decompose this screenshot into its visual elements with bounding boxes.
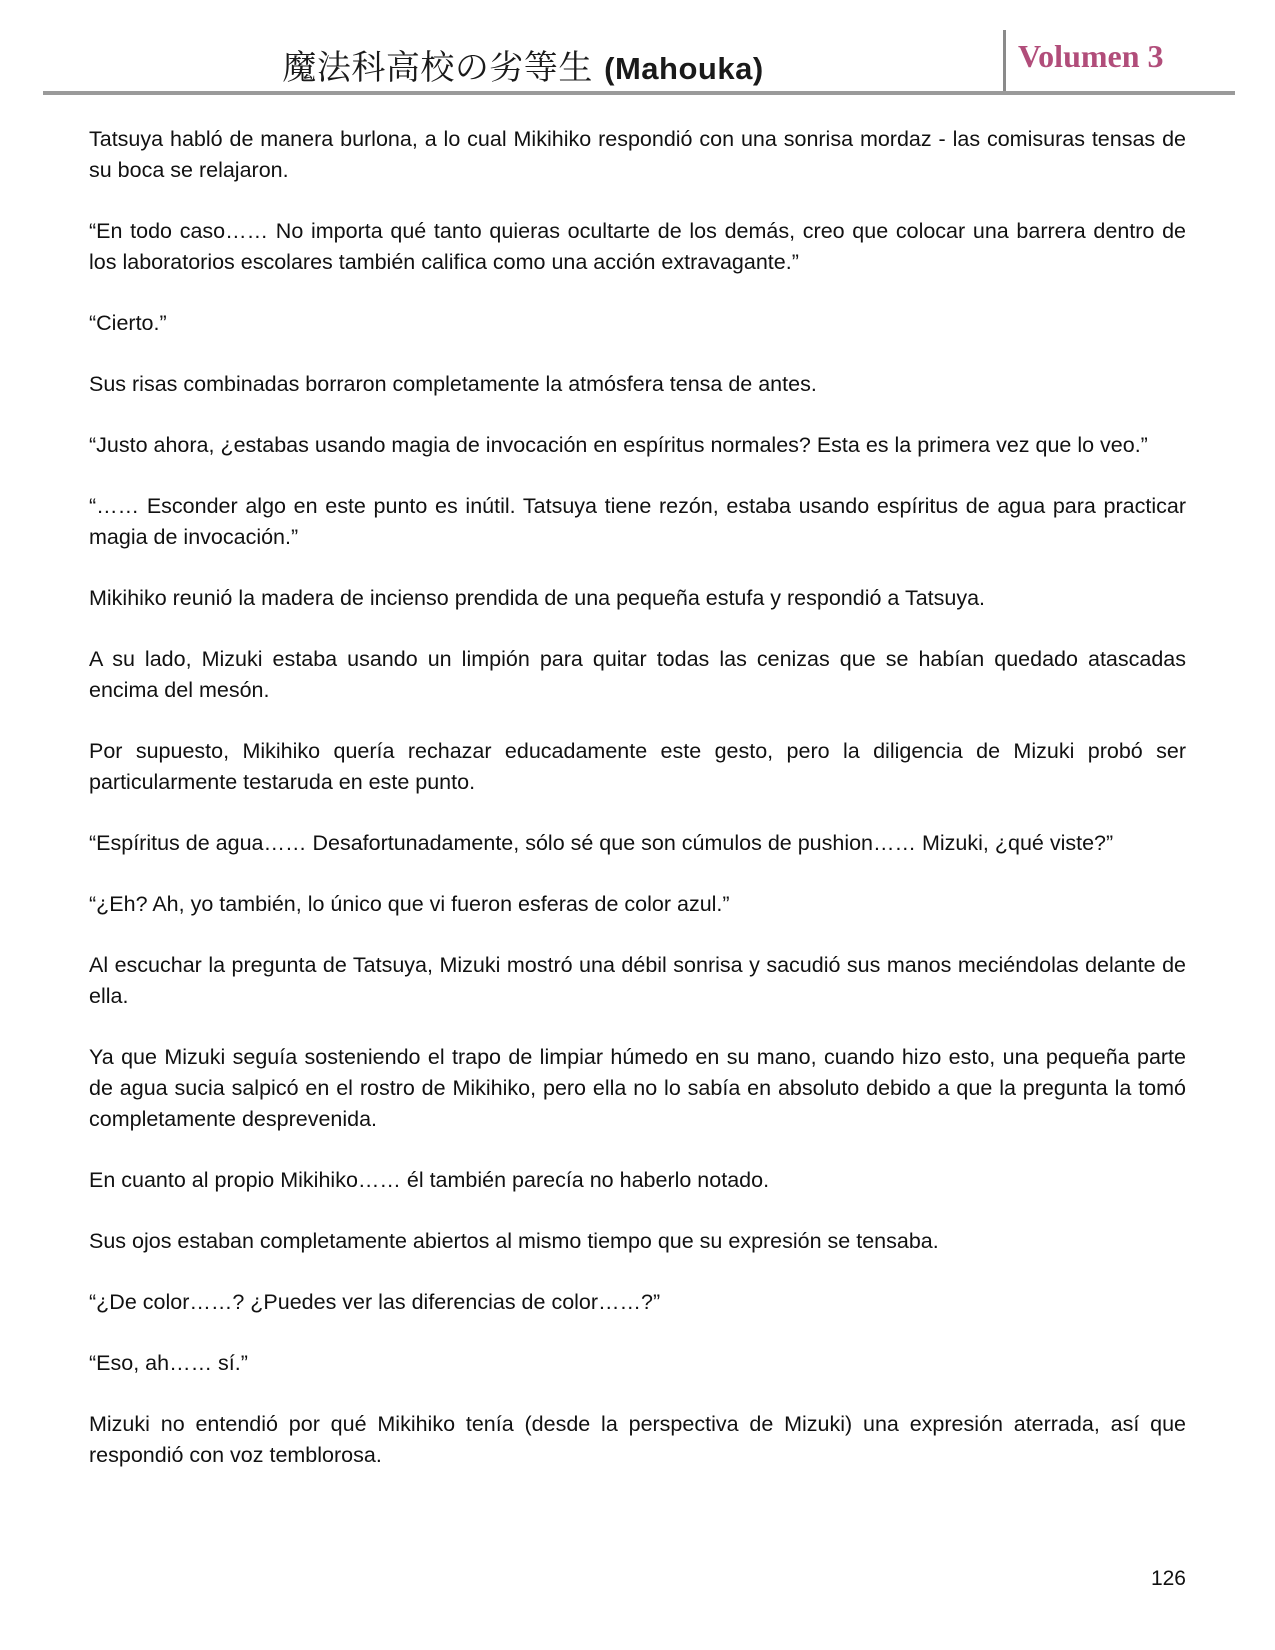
paragraph: A su lado, Mizuki estaba usando un limpión para quitar todas las cenizas que se habían quedado atascadas encima del mesón. xyxy=(89,647,1186,702)
paragraph: “En todo caso…… No importa qué tanto quieras ocultarte de los demás, creo que colocar una barrera dentro de los laboratorios escolares también califica como una acción extravagante.” xyxy=(89,219,1186,274)
paragraph: Sus ojos estaban completamente abiertos al mismo tiempo que su expresión se tensaba. xyxy=(89,1229,939,1253)
book-title xyxy=(43,40,1003,89)
paragraph: En cuanto al propio Mikihiko…… él también parecía no haberlo notado. xyxy=(89,1168,770,1192)
paragraph: “¿Eh? Ah, yo también, lo único que vi fueron esferas de color azul.” xyxy=(89,892,730,916)
paragraph: Mikihiko reunió la madera de incienso prendida de una pequeña estufa y respondió a Tatsuya. xyxy=(89,586,986,610)
paragraph: “Cierto.” xyxy=(89,311,167,335)
paragraph: “Justo ahora, ¿estabas usando magia de invocación en espíritus normales? Esta es la primera vez que lo veo.” xyxy=(89,433,1148,457)
paragraph: “Espíritus de agua…… Desafortunadamente, sólo sé que son cúmulos de pushion…… Mizuki, ¿qué viste?” xyxy=(89,831,1114,855)
paragraph: Tatsuya habló de manera burlona, a lo cual Mikihiko respondió con una sonrisa mordaz - las comisuras tensas de su boca se relajaron. xyxy=(89,127,1186,182)
paragraph: “Eso, ah…… sí.” xyxy=(89,1351,248,1375)
page-header xyxy=(43,28,1235,94)
header-divider xyxy=(1003,30,1006,92)
page-body xyxy=(89,124,1186,1501)
page-number: 126 xyxy=(1150,1567,1186,1590)
book-title-japanese: 魔法科高校の劣等生 xyxy=(282,48,593,88)
paragraph: Al escuchar la pregunta de Tatsuya, Mizuki mostró una débil sonrisa y sacudió sus manos meciéndolas delante de ella. xyxy=(89,953,1186,1008)
book-title-latin: (Mahouka) xyxy=(604,51,764,86)
paragraph: Por supuesto, Mikihiko quería rechazar educadamente este gesto, pero la diligencia de Mizuki probó ser particularmente testaruda en este punto. xyxy=(89,739,1186,794)
volume-label: Volumen 3 xyxy=(1018,38,1164,74)
paragraph: “¿De color……? ¿Puedes ver las diferencias de color……?” xyxy=(89,1290,661,1314)
paragraph: Mizuki no entendió por qué Mikihiko tenía (desde la perspectiva de Mizuki) una expresión aterrada, así que respondió con voz temblorosa. xyxy=(89,1412,1186,1467)
header-rule xyxy=(43,91,1235,95)
paragraph: Sus risas combinadas borraron completamente la atmósfera tensa de antes. xyxy=(89,372,817,396)
paragraph: Ya que Mizuki seguía sosteniendo el trapo de limpiar húmedo en su mano, cuando hizo esto, una pequeña parte de agua sucia salpicó en el rostro de Mikihiko, pero ella no lo sabía en absoluto debido a que la pregunta la tomó completamente desprevenida. xyxy=(89,1045,1186,1131)
paragraph: “…… Esconder algo en este punto es inútil. Tatsuya tiene rezón, estaba usando espíritus de agua para practicar magia de invocación.” xyxy=(89,494,1186,549)
